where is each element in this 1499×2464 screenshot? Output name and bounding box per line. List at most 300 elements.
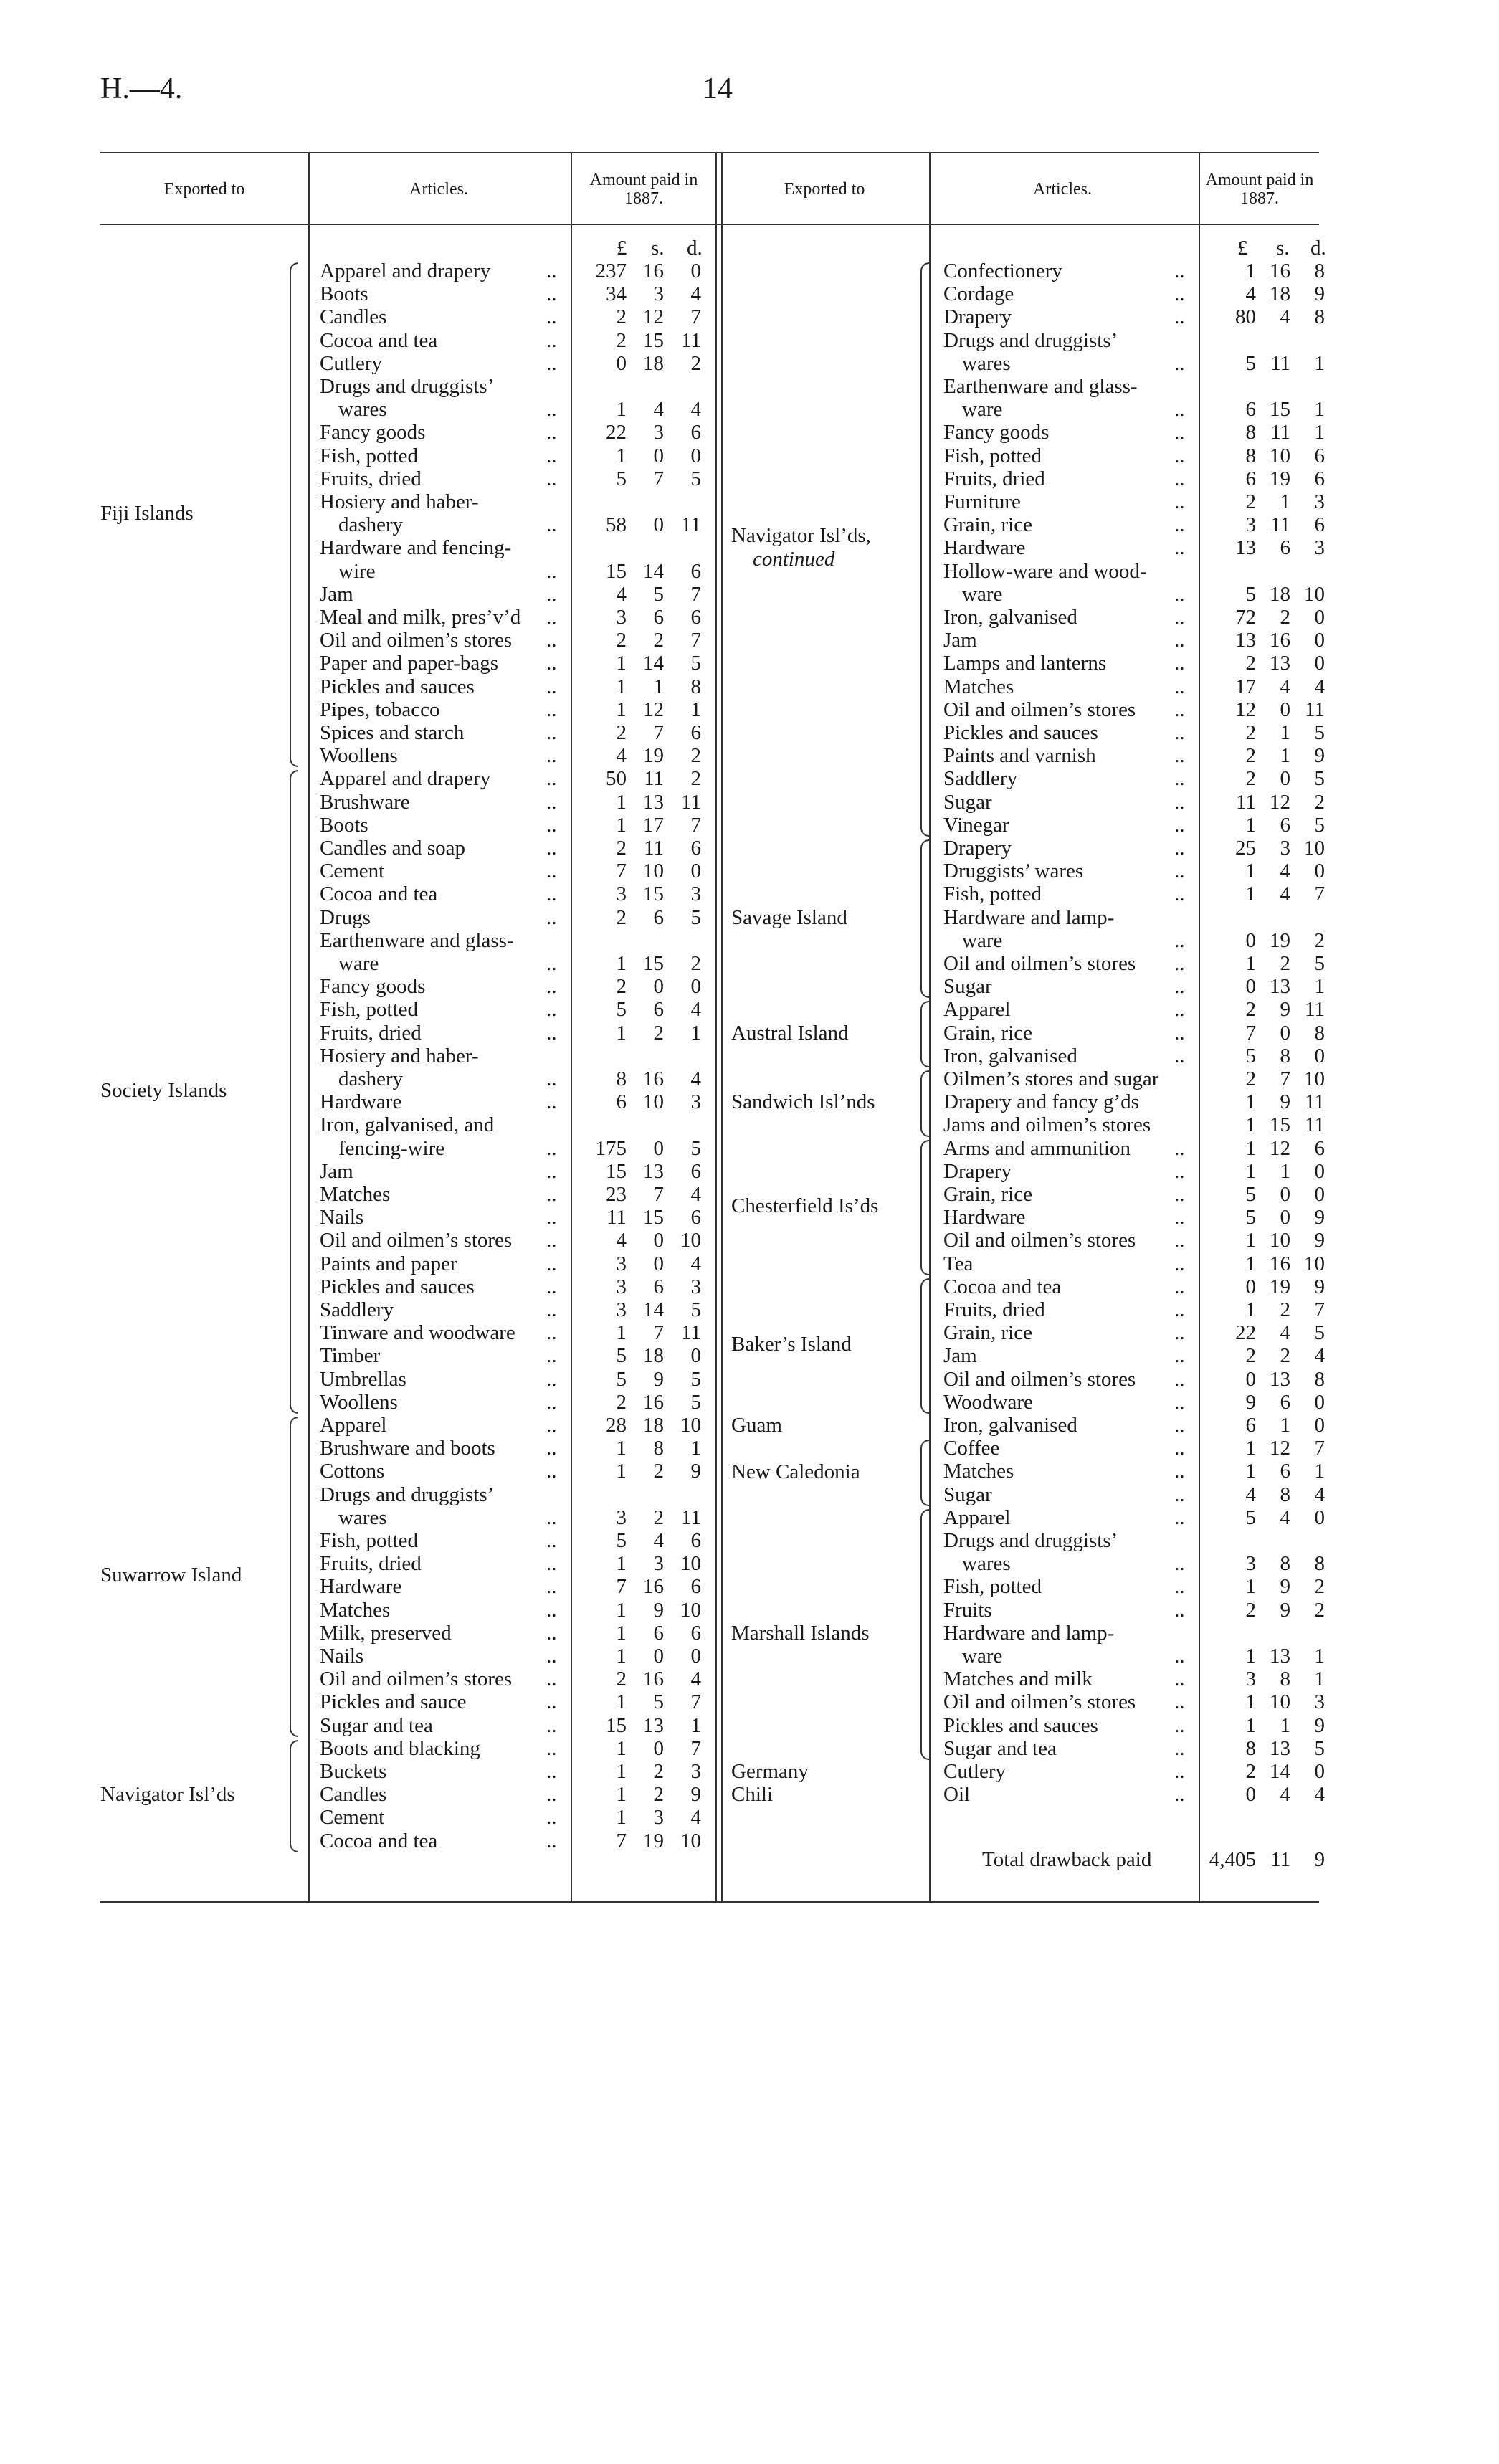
pounds: 13 [1235,629,1256,652]
pence: 5 [1314,952,1325,975]
pounds: 6 [1245,467,1256,490]
shillings: 12 [1270,1437,1290,1460]
leader-dots: .. [546,1713,557,1737]
pence: 0 [690,1344,701,1368]
pounds: 2 [1245,490,1256,513]
amount-paid [574,398,701,421]
shillings: 1 [1280,1159,1290,1183]
leader-dots: .. [1174,1760,1185,1783]
article-name: Sugar [943,975,992,999]
col-amount-left: Amount paid in 1887. [589,171,698,208]
leader-dots: .. [546,305,557,329]
article-name: Cement [320,860,385,883]
article-name: dashery [338,1067,404,1090]
amount-paid [574,352,701,375]
shillings: 6 [1280,1460,1290,1483]
amount-paid [574,998,701,1021]
amount-paid [574,1252,701,1275]
leader-dots: .. [1174,629,1185,652]
leader-dots: .. [546,790,557,814]
article-name: Cement [320,1806,385,1830]
pence: 5 [690,905,701,929]
article-name: Milk, preserved [320,1621,452,1645]
article-name: Matches [320,1598,391,1622]
top-rule [100,152,1319,153]
amount-paid [1200,1460,1325,1483]
pence: 6 [1314,467,1325,490]
leader-dots: .. [1174,536,1185,560]
leader-dots: .. [546,467,557,490]
shillings: 16 [643,1390,664,1414]
shillings: 10 [1270,1690,1290,1714]
pence: 6 [690,1621,701,1645]
pounds: 1 [1245,1136,1256,1160]
article-name: Sugar [943,1483,992,1506]
pounds: 7 [616,1575,627,1599]
shillings: 5 [653,1690,664,1714]
shillings: 11 [644,767,664,791]
leader-dots: .. [1174,282,1185,306]
amount-paid [1200,1022,1325,1045]
shillings: 0 [653,1252,664,1275]
pounds: 175 [595,1136,627,1160]
leader-dots: .. [1174,860,1185,883]
article-name: Jam [943,1344,977,1368]
article-name: Matches [943,675,1014,698]
shillings: 18 [1270,282,1290,306]
amount-paid [574,1344,701,1367]
leader-dots: .. [546,1275,557,1298]
pounds: 3 [616,1298,627,1321]
article-name: ware [962,928,1003,952]
leader-dots: .. [546,351,557,375]
shillings: 14 [643,559,664,583]
shillings: 19 [1270,928,1290,952]
article-name: Drapery [943,305,1012,329]
pence: 1 [690,1021,701,1045]
article-name: Fruits, dried [320,1021,422,1045]
leader-dots: .. [1174,1505,1185,1529]
leader-dots: .. [1174,652,1185,675]
page-number: 14 [703,72,733,105]
leader-dots: .. [1174,260,1185,282]
shillings: 3 [653,1806,664,1830]
pence: 1 [1314,1668,1325,1691]
amount-paid [574,1414,701,1437]
pence: 9 [1314,1206,1325,1229]
shillings: 9 [1280,1598,1290,1622]
amount-paid [574,305,701,328]
article-name: Apparel [320,1414,387,1437]
amount-paid [1200,1599,1325,1622]
pounds: 1 [616,1645,627,1668]
amount-paid [574,421,701,444]
pounds: 5 [1245,1206,1256,1229]
pence: 11 [1305,1113,1325,1137]
pence: 7 [690,582,701,606]
shillings: 18 [643,351,664,375]
pence: 2 [1314,928,1325,952]
article-name: Brushware and boots [320,1437,495,1460]
article-name: Drapery and fancy g’ds [943,1090,1139,1114]
pence: 5 [690,1136,701,1160]
pounds: 1 [1245,1713,1256,1737]
article-name: dashery [338,513,404,537]
pence: 6 [690,1159,701,1183]
leader-dots: .. [546,1806,557,1830]
col-exported-to-right: Exported to [784,180,865,199]
pounds: 2 [616,1668,627,1691]
article-name: wares [338,1505,387,1529]
article-name: Cocoa and tea [943,1275,1062,1298]
leader-dots: .. [1174,513,1185,537]
amount-paid [574,814,701,837]
leader-dots: .. [546,905,557,929]
col-exported-to-left: Exported to [163,180,245,199]
leader-dots: .. [546,1229,557,1252]
amount-paid [574,1645,701,1668]
leader-dots: .. [1174,744,1185,768]
pence: 0 [1314,1183,1325,1206]
amount-paid [1200,629,1325,652]
total-shillings: 11 [1270,1848,1290,1871]
country-name-text: Suwarrow Island [100,1564,242,1587]
pence: 0 [690,260,701,282]
amount-paid [1200,952,1325,975]
amount-paid [1200,398,1325,421]
amount-paid [574,329,701,352]
pounds: 2 [1245,1344,1256,1368]
pence: 6 [690,721,701,744]
pence: 0 [1314,1044,1325,1067]
shillings: 2 [1280,606,1290,629]
pounds: 2 [1245,1598,1256,1622]
article-name: Fancy goods [320,421,426,444]
header-rule [100,224,1319,225]
leader-dots: .. [1174,606,1185,629]
pence: 4 [690,998,701,1022]
pence: 1 [1314,1645,1325,1668]
leader-dots: .. [1174,675,1185,698]
amount-paid [1200,444,1325,467]
rule-v4 [929,153,931,1901]
col-amount-right: Amount paid in 1887. [1205,171,1314,208]
pence: 4 [690,282,701,306]
shillings: 17 [643,813,664,837]
table-header [100,159,1319,219]
pence: 6 [690,559,701,583]
article-name: Earthenware and glass- [320,928,514,952]
pence: 1 [1314,398,1325,422]
article-name: Arms and ammunition [943,1136,1131,1160]
leader-dots: .. [546,1390,557,1414]
amount-paid [574,860,701,883]
pence: 11 [1305,1090,1325,1114]
pounds: 1 [1245,813,1256,837]
pence: 11 [1305,998,1325,1022]
country-name [731,1022,849,1045]
article-name: Woodware [943,1390,1033,1414]
pounds: 6 [1245,398,1256,422]
pence: 4 [1314,1344,1325,1368]
leader-dots: .. [546,1090,557,1114]
pence: 9 [690,1460,701,1483]
pounds: 3 [1245,513,1256,537]
pounds: 11 [606,1206,627,1229]
leader-dots: .. [546,1460,557,1483]
article-name: Fish, potted [320,444,418,467]
article-name: Umbrellas [320,1367,406,1391]
amount-paid [574,1460,701,1483]
country-name-text: Austral Island [731,1021,849,1045]
leader-dots: .. [1174,1229,1185,1252]
leader-dots: .. [546,952,557,975]
leader-dots: .. [546,744,557,768]
leader-dots: .. [546,813,557,837]
leader-dots: .. [546,1159,557,1183]
pence: 4 [1314,1483,1325,1506]
amount-paid [574,883,701,905]
amount-paid [1200,1437,1325,1460]
leader-dots: .. [1174,952,1185,975]
leader-dots: .. [1174,1252,1185,1275]
pence: 6 [690,1575,701,1599]
article-name: Jam [320,582,353,606]
pence: 5 [690,652,701,675]
amount-paid [574,1206,701,1229]
amount-paid [1200,1344,1325,1367]
leader-dots: .. [546,328,557,352]
leader-dots: .. [546,1298,557,1321]
leader-dots: .. [1174,1575,1185,1599]
amount-paid [574,1690,701,1713]
group-brace [920,1140,929,1275]
group-brace [290,262,298,767]
amount-paid [574,837,701,860]
article-name: Grain, rice [943,1183,1032,1206]
pence: 7 [690,1690,701,1714]
amount-paid [1200,536,1325,559]
pence: 11 [1305,698,1325,721]
leader-dots: .. [1174,975,1185,999]
shillings: 9 [1280,998,1290,1022]
pounds: 1 [616,1690,627,1714]
pence: 6 [690,1529,701,1552]
leader-dots: .. [1174,1183,1185,1206]
pounds: 15 [606,1713,627,1737]
amount-paid [574,1552,701,1575]
pounds: 13 [1235,536,1256,560]
amount-paid [1200,675,1325,698]
article-name: Timber [320,1344,381,1368]
article-name: Iron, galvanised [943,1044,1077,1067]
article-name: Hollow-ware and wood- [943,559,1147,583]
pounds: 2 [616,837,627,860]
shillings: 15 [643,1206,664,1229]
shillings: 19 [1270,1275,1290,1298]
amount-paid [1200,1206,1325,1229]
amount-paid [1200,282,1325,305]
shillings: 3 [653,1552,664,1576]
leader-dots: .. [1174,582,1185,606]
article-name: Matches [943,1460,1014,1483]
pence: 8 [690,675,701,698]
shillings: 3 [1280,837,1290,860]
article-name: Vinegar [943,813,1009,837]
article-name: Fruits, dried [320,1552,422,1576]
article-name: Apparel [943,1505,1011,1529]
pounds: 3 [616,1505,627,1529]
leader-dots: .. [546,1621,557,1645]
leader-dots: .. [1174,928,1185,952]
amount-paid [1200,791,1325,814]
shillings: 13 [643,1159,664,1183]
leader-dots: .. [546,1505,557,1529]
pounds: 1 [616,1437,627,1460]
article-name: Fancy goods [320,975,426,999]
shillings: 6 [653,606,664,629]
pence: 6 [690,1206,701,1229]
shillings: 15 [1270,398,1290,422]
leader-dots: .. [1174,813,1185,837]
article-name: Hardware and lamp- [943,905,1115,929]
pence: 4 [1314,1783,1325,1807]
shillings: 6 [1280,1390,1290,1414]
pence: 0 [1314,1414,1325,1437]
shillings: 9 [653,1367,664,1391]
pounds: 1 [616,1806,627,1830]
leader-dots: .. [546,1344,557,1368]
shillings: 10 [1270,444,1290,467]
shillings: 0 [653,444,664,467]
shillings: 2 [653,1505,664,1529]
amount-paid [1200,1506,1325,1529]
article-name: Candles [320,305,387,329]
article-name: Oil [943,1783,971,1807]
amount-paid [1200,1368,1325,1391]
group-brace [920,839,929,998]
country-name [100,1079,227,1103]
group-brace [920,1440,929,1506]
article-name: Brushware [320,790,410,814]
leader-dots: .. [1174,421,1185,444]
shillings: 1 [1280,1414,1290,1437]
pounds: 58 [606,513,627,537]
pence: 9 [1314,744,1325,768]
article-name: Drapery [943,1159,1012,1183]
article-name: ware [962,582,1003,606]
rule-v2 [571,153,572,1901]
amount-paid [574,1714,701,1737]
pounds: 5 [616,1367,627,1391]
pence: 2 [690,744,701,768]
pounds: 5 [1245,1044,1256,1067]
amount-paid [1200,721,1325,744]
pence: 5 [1314,1321,1325,1345]
pence: 3 [690,1090,701,1114]
pounds: 8 [1245,444,1256,467]
article-name: Cutlery [943,1760,1006,1783]
leader-dots: .. [1174,790,1185,814]
shillings: 14 [643,1298,664,1321]
pounds: 1 [1245,1298,1256,1321]
leader-dots: .. [546,652,557,675]
pounds: 1 [616,444,627,467]
pence: 10 [680,1598,701,1622]
shillings: 6 [1280,813,1290,837]
leader-dots: .. [1174,490,1185,513]
pence: 11 [681,328,701,352]
article-name: Earthenware and glass- [943,375,1138,398]
shillings: 4 [1280,305,1290,329]
pence: 11 [681,1505,701,1529]
pence: 4 [690,1252,701,1275]
amount-paid [1200,1321,1325,1344]
shillings: 1 [1280,721,1290,744]
article-name: Oil and oilmen’s stores [320,1668,513,1691]
pounds: 23 [606,1183,627,1206]
leader-dots: .. [1174,1437,1185,1460]
pence: 8 [1314,305,1325,329]
amount-paid [1200,767,1325,790]
leader-dots: .. [546,1183,557,1206]
leader-dots: .. [546,860,557,883]
article-name: Drugs and druggists’ [320,1483,495,1506]
pounds: 5 [616,467,627,490]
amount-paid [1200,1552,1325,1575]
article-name: Drapery [943,837,1012,860]
pounds: 2 [616,305,627,329]
pence: 1 [1314,975,1325,999]
group-brace [920,1001,929,1067]
shillings: 7 [1280,1067,1290,1090]
article-name: Jams and oilmen’s stores [943,1113,1151,1137]
amount-paid [574,560,701,583]
article-name: Iron, galvanised, and [320,1113,495,1137]
shillings: 15 [643,328,664,352]
article-name: Drugs and druggists’ [320,375,495,398]
shillings: 5 [653,582,664,606]
amount-paid [574,652,701,675]
article-name: Cocoa and tea [320,328,438,352]
amount-paid [1200,883,1325,905]
amount-paid [574,629,701,652]
article-name: Cordage [943,282,1014,306]
pence: 10 [1304,1067,1325,1090]
article-name: wares [338,398,387,422]
amount-paid [1200,1045,1325,1067]
pounds: 1 [1245,1460,1256,1483]
amount-paid [574,952,701,975]
pounds: 2 [616,1390,627,1414]
article-name: Jam [320,1159,353,1183]
article-name: Fish, potted [943,883,1042,906]
shillings: 3 [653,282,664,306]
leader-dots: .. [546,767,557,791]
leader-dots: .. [546,1252,557,1275]
pounds: 4 [616,582,627,606]
pence: 5 [690,1298,701,1321]
pounds: 1 [1245,1113,1256,1137]
pence: 10 [680,1414,701,1437]
amount-paid [1200,814,1325,837]
shillings: 2 [653,1783,664,1807]
amount-paid [1200,421,1325,444]
shillings: 14 [1270,1760,1290,1783]
pence: 6 [1314,513,1325,537]
country-name-text: Chesterfield Is’ds [731,1194,879,1218]
leader-dots: .. [546,1021,557,1045]
